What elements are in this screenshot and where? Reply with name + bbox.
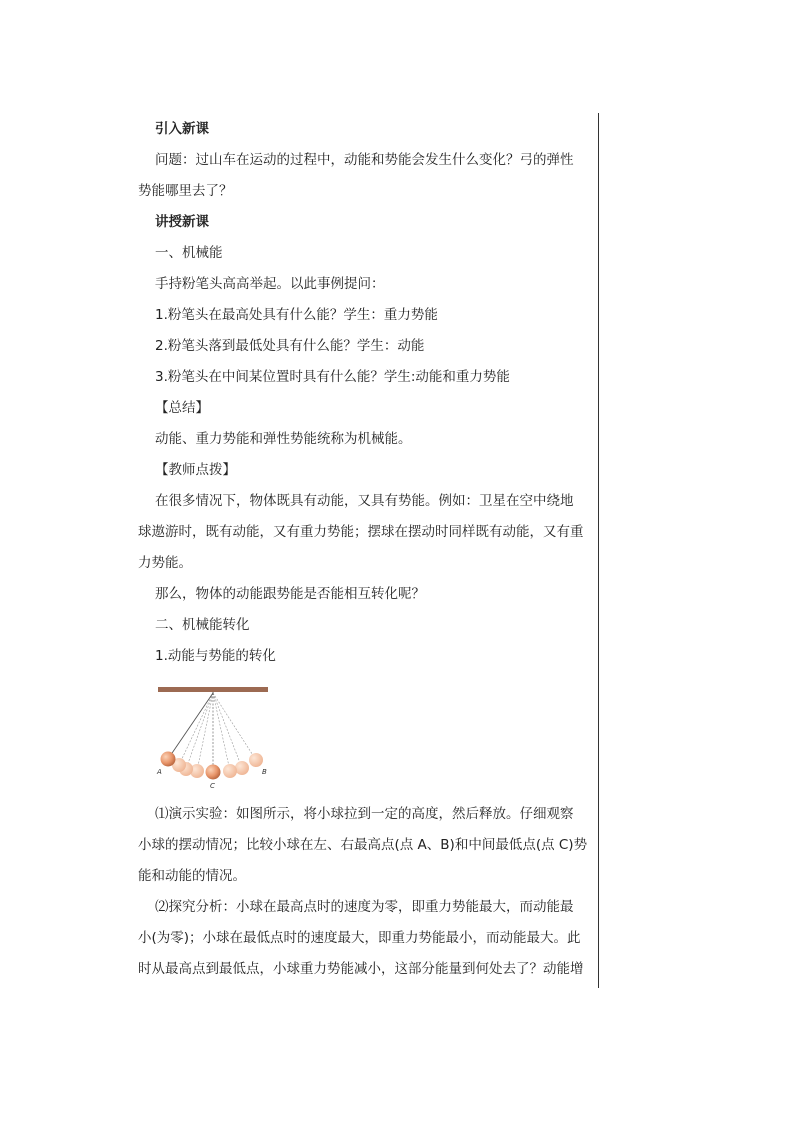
chalk-question-2: 2.粉笔头落到最低处具有什么能？学生：动能 <box>155 338 425 354</box>
tip-line-3: 力势能。 <box>138 555 192 571</box>
ceiling-bar <box>158 687 268 692</box>
heading-intro: 引入新课 <box>155 121 209 137</box>
label-c: C <box>210 782 215 790</box>
question-line-1: 问题：过山车在运动的过程中，动能和势能会发生什么变化？弓的弹性 <box>155 152 574 168</box>
label-a: A <box>157 768 162 776</box>
ghost-strings <box>179 693 256 771</box>
section-2-title: 二、机械能转化 <box>155 617 250 633</box>
label-b: B <box>262 768 267 776</box>
analysis-line-2: 小(为零)；小球在最低点时的速度最大，即重力势能最小，而动能最大。此 <box>138 930 581 946</box>
section-1-title: 一、机械能 <box>155 245 223 261</box>
summary-text: 动能、重力势能和弹性势能统称为机械能。 <box>155 431 412 447</box>
transition-question: 那么，物体的动能跟势能是否能相互转化呢？ <box>155 586 425 602</box>
demo-line-3: 能和动能的情况。 <box>138 868 246 884</box>
pendulum-string <box>168 693 213 759</box>
analysis-line-3: 时从最高点到最低点，小球重力势能减小，这部分能量到何处去了？动能增 <box>138 961 584 977</box>
summary-heading: 【总结】 <box>155 400 209 416</box>
chalk-question-1: 1.粉笔头在最高处具有什么能？学生：重力势能 <box>155 307 438 323</box>
chalk-question-3: 3.粉笔头在中间某位置时具有什么能？学生:动能和重力势能 <box>155 369 510 385</box>
subsection-1-title: 1.动能与势能的转化 <box>155 648 276 664</box>
teacher-tip-heading: 【教师点拨】 <box>155 462 236 478</box>
demo-line-2: 小球的摆动情况；比较小球在左、右最高点(点 A、B)和中间最低点(点 C)势 <box>138 837 588 853</box>
ball-a <box>161 752 176 767</box>
tip-line-2: 球遨游时，既有动能，又有重力势能；摆球在摆动时同样既有动能，又有重 <box>138 524 584 540</box>
tip-line-1: 在很多情况下，物体既具有动能，又具有势能。例如：卫星在空中绕地 <box>155 493 574 509</box>
heading-new-lesson: 讲授新课 <box>155 214 209 230</box>
ball-c <box>206 765 221 780</box>
pendulum-figure <box>156 682 272 794</box>
analysis-line-1: ⑵探究分析：小球在最高点时的速度为零，即重力势能最大，而动能最 <box>155 899 574 915</box>
question-line-2: 势能哪里去了？ <box>138 183 233 199</box>
demo-line-1: ⑴演示实验：如图所示，将小球拉到一定的高度，然后释放。仔细观察 <box>155 806 574 822</box>
chalk-intro: 手持粉笔头高高举起。以此事例提问： <box>155 276 385 292</box>
